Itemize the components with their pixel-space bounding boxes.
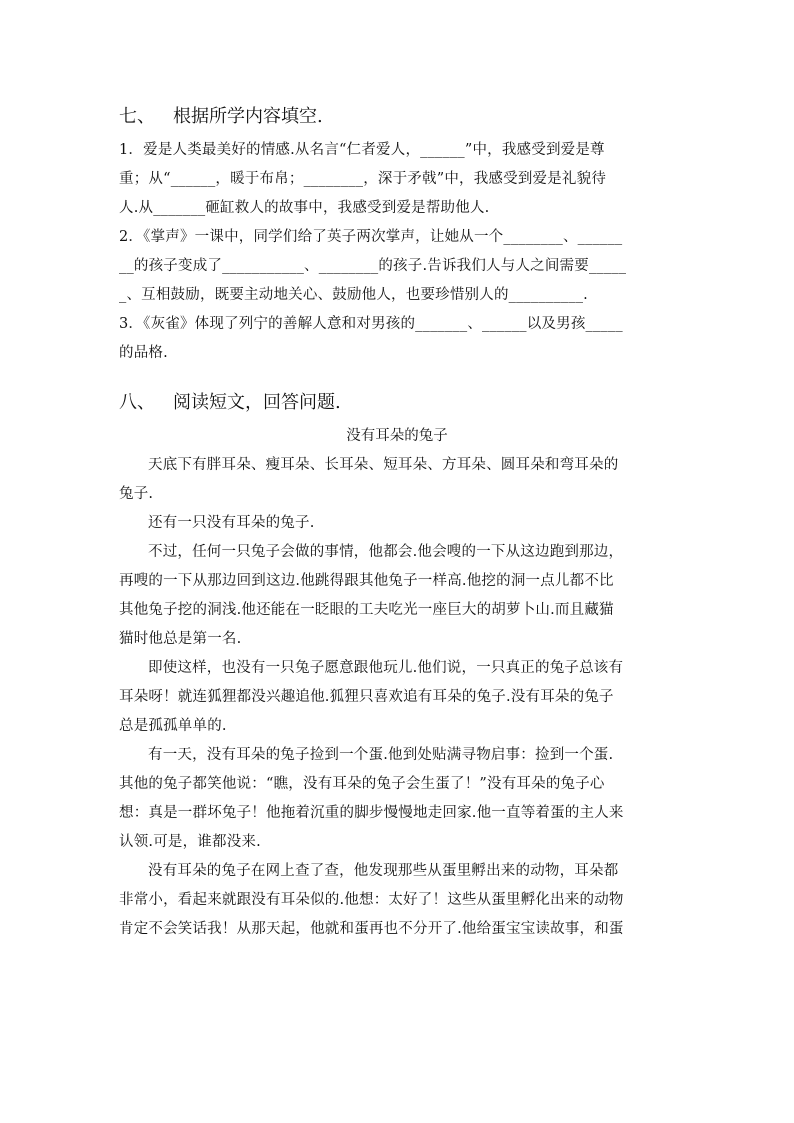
story-line: 总是孤孤单单的.: [119, 718, 227, 734]
question-3-line: 3．《灰雀》体现了列宁的善解人意和对男孩的_______、______以及男孩_____: [119, 316, 623, 332]
story-line: 没有耳朵的兔子在网上查了查，他发现那些从蛋里孵出来的动物，耳朵都: [148, 863, 619, 879]
story-line: 有一天，没有耳朵的兔子捡到一个蛋.他到处贴满寻物启事：捡到一个蛋.: [148, 747, 614, 763]
story-line: 再嗖的一下从那边回到这边.他跳得跟其他兔子一样高.他挖的洞一点儿都不比: [119, 573, 614, 589]
story-paragraph: [119, 538, 675, 654]
story-paragraph: [119, 741, 675, 857]
story-line: 肯定不会笑话我！从那天起，他就和蛋再也不分开了.他给蛋宝宝读故事，和蛋: [119, 921, 624, 937]
story-line: 即使这样，也没有一只兔子愿意跟他玩儿.他们说，一只真正的兔子总该有: [148, 660, 624, 676]
story-line: 兔子.: [119, 486, 154, 502]
story-title: 没有耳朵的兔子: [346, 428, 448, 444]
question-1-line: 1．爱是人类最美好的情感.从名言“仁者爱人，______”中，我感受到爱是尊: [119, 142, 605, 158]
question-2-line: 2．《掌声》一课中，同学们给了英子两次掌声，让她从一个________、______: [119, 229, 623, 245]
section-7-heading: [119, 104, 675, 130]
story-line: 其他兔子挖的洞浅.他还能在一眨眼的工夫吃光一座巨大的胡萝卜山.而且藏猫: [119, 602, 614, 618]
section-8-title: 阅读短文，回答问题.: [173, 392, 341, 413]
question-1: [119, 136, 675, 223]
story-paragraph: [119, 509, 675, 538]
section-7-number: 七、: [119, 106, 155, 127]
question-3: [119, 310, 675, 368]
story-paragraph: [119, 857, 675, 944]
story-line: 不过，任何一只兔子会做的事情，他都会.他会嗖的一下从这边跑到那边，: [148, 544, 624, 560]
question-1-line: 重；从“______，暖于布帛；________，深于矛戟”中，我感受到爱是礼貌待: [119, 171, 607, 187]
story-line: 认领.可是，谁都没来.: [119, 834, 261, 850]
story-line: 还有一只没有耳朵的兔子.: [148, 515, 315, 531]
story-paragraph: [119, 654, 675, 741]
story-paragraph: [119, 451, 675, 509]
question-2-line: _、互相鼓励，既要主动地关心、鼓励他人，也要珍惜别人的__________.: [119, 287, 588, 303]
section-8-number: 八、: [119, 392, 155, 413]
story-line: 其他的兔子都笑他说：“瞧，没有耳朵的兔子会生蛋了！”没有耳朵的兔子心: [119, 776, 605, 792]
question-1-line: 人.从_______砸缸救人的故事中，我感受到爱是帮助他人.: [119, 200, 490, 216]
story-line: 猫时他总是第一名.: [119, 631, 242, 647]
question-2: [119, 223, 675, 310]
question-3-line: 的品格.: [119, 345, 168, 361]
story-line: 耳朵呀！就连狐狸都没兴趣追他.狐狸只喜欢追有耳朵的兔子.没有耳朵的兔子: [119, 689, 614, 705]
story-line: 天底下有胖耳朵、瘦耳朵、长耳朵、短耳朵、方耳朵、圆耳朵和弯耳朵的: [148, 457, 619, 473]
question-2-line: __的孩子变成了___________、________的孩子.告诉我们人与人之间需要_____: [119, 258, 627, 274]
section-8-heading: [119, 390, 675, 416]
worksheet-page: [119, 104, 675, 944]
section-7-title: 根据所学内容填空.: [173, 106, 323, 127]
story-line: 非常小，看起来就跟没有耳朵似的.他想：太好了！这些从蛋里孵化出来的动物: [119, 892, 624, 908]
story-line: 想：真是一群坏兔子！他拖着沉重的脚步慢慢地走回家.他一直等着蛋的主人来: [119, 805, 624, 821]
